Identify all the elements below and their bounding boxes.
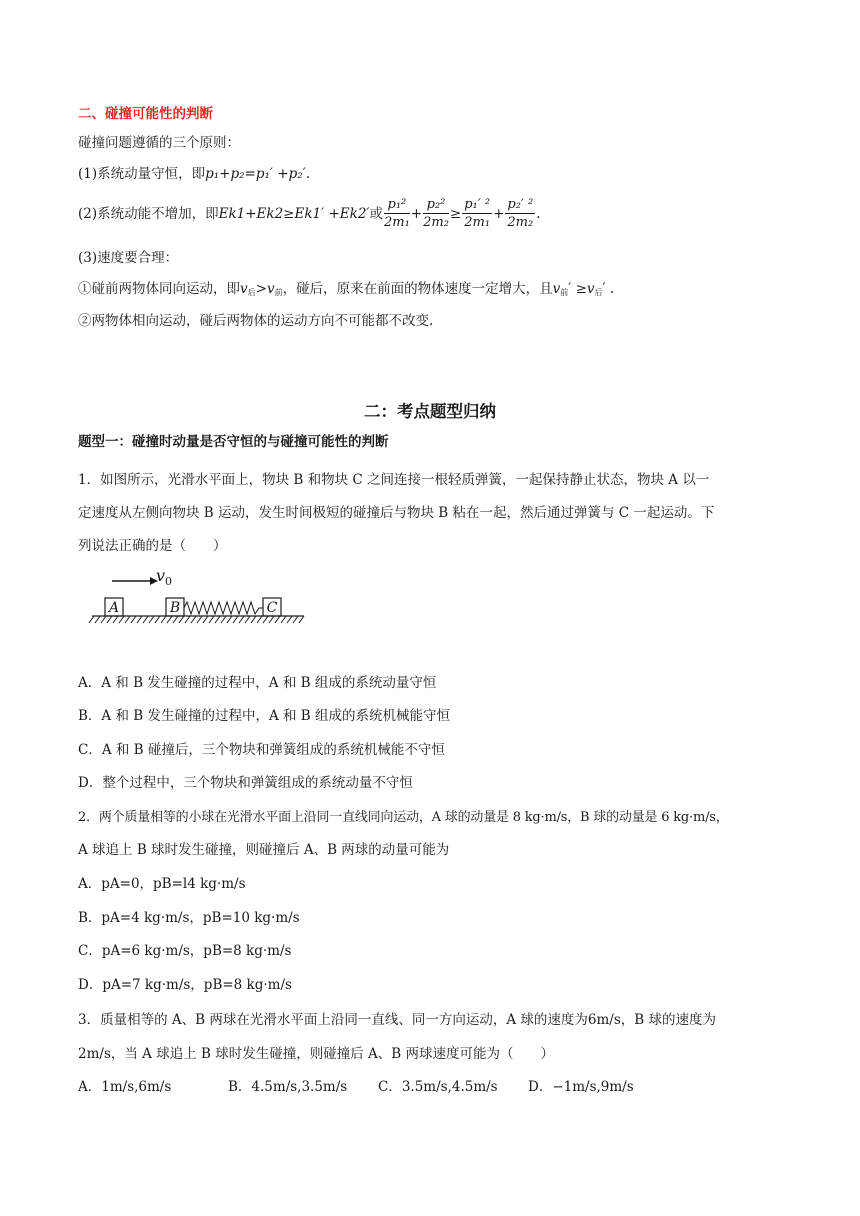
block-a-label: A [108,600,120,616]
rule-1-prefix: (1)系统动量守恒，即 [78,166,206,182]
q2-option-d: D．pA=7 kg·m/s，pB=8 kg·m/s [78,977,292,993]
rule-3a: ①碰前两物体同向运动，即v后>v前，碰后，原来在前面的物体速度一定增大，且v前′ ≥v后′ . [78,281,615,297]
collision-figure [88,564,310,632]
q2-option-b: B．pA=4 kg·m/s，pB=10 kg·m/s [78,910,300,926]
q2-option-a: A．pA=0，pB=l4 kg·m/s [78,876,246,892]
q2-line-1: 2．两个质量相等的小球在光滑水平面上沿同一直线同向运动，A 球的动量是 8 kg·m/s，B 球的动量是 6 kg·m/s， [78,810,729,825]
q3-option-c: C．3.5m/s,4.5m/s [378,1079,498,1095]
q1-line-1: 1．如图所示，光滑水平面上，物块 B 和物块 C 之间连接一根轻质弹簧，一起保持静止状态，物块 A 以一 [78,472,710,488]
q1-option-a: A．A 和 B 发生碰撞的过程中，A 和 B 组成的系统动量守恒 [78,675,437,691]
section-title: 二、碰撞可能性的判断 [78,106,213,122]
rule-1-formula: p₁+p₂=p₁′ +p₂′ [205,166,306,182]
q3-option-d: D．−1m/s,9m/s [528,1079,634,1095]
q1-line-3: 列说法正确的是（ ） [78,538,227,554]
ground-hatching [89,616,304,623]
rule-2-energy: Ek1+Ek2≥Ek1′ +Ek2′ [218,206,370,222]
principles-intro: 碰撞问题遵循的三个原则： [78,135,240,151]
block-c-label: C [266,600,278,616]
rule-2-prefix: (2)系统动能不增加，即 [78,206,219,222]
rule-3: (3)速度要合理： [78,250,179,266]
rule-3a-text-1: ①碰前两物体同向运动，即 [78,281,240,297]
spring [184,602,263,614]
q1-line-2: 定速度从左侧向物块 B 运动，发生时间极短的碰撞后与物块 B 粘在一起，然后通过弹簧与 C 一起运动。下 [78,505,715,521]
v0-label: $v_0$ [156,566,173,588]
rule-1: (1)系统动量守恒，即p₁+p₂=p₁′ +p₂′. [78,166,310,182]
q1-option-c: C．A 和 B 碰撞后，三个物块和弹簧组成的系统机械能不守恒 [78,742,445,758]
fraction-2: $\frac{\text{p₂²}}{\text{2m₂}}$ [423,197,449,230]
rule-3a-text-2: ，碰后，原来在前面的物体速度一定增大，且 [282,281,553,297]
q1-option-b: B．A 和 B 发生碰撞的过程中，A 和 B 组成的系统机械能守恒 [78,708,451,724]
fraction-3: $\frac{\text{p₁′ ²}}{\text{2m₁}}$ [464,197,491,230]
q3-option-a: A．1m/s,6m/s [78,1079,172,1095]
block-b-label: B [169,600,181,616]
q3-line-2: 2m/s，当 A 球追上 B 球时发生碰撞，则碰撞后 A、B 两球速度可能为（ ） [78,1046,554,1062]
rule-3b: ②两物体相向运动，碰后两物体的运动方向不可能都不改变. [78,313,434,329]
q1-option-d: D．整个过程中，三个物块和弹簧组成的系统动量不守恒 [78,775,413,791]
q2-option-c: C．pA=6 kg·m/s，pB=8 kg·m/s [78,943,292,959]
q3-line-1: 3．质量相等的 A、B 两球在光滑水平面上沿同一直线、同一方向运动，A 球的速度为6m/s，B 球的速度为 [78,1012,716,1028]
fraction-1: $\frac{\text{p₁²}}{\text{2m₁}}$ [383,197,410,230]
page-heading: 二：考点题型归纳 [364,402,496,421]
rule-2-or: 或 [369,206,383,222]
rule-2: (2)系统动能不增加，即Ek1+Ek2≥Ek1′ +Ek2′或 $\frac{\text{p₁²}}{\text{2m₁}}$ + $\frac{\text{p₂²}}{\text{2m₂}}$ ≥ $\frac{\text{p₁′ ²}}{\text{2m₁}}$ + $\frac{\text{p₂′ ²}}{\text{2m₂}}$ . [78,197,541,230]
type-1-title: 题型一：碰撞时动量是否守恒的与碰撞可能性的判断 [78,434,389,450]
q3-option-b: B．4.5m/s,3.5m/s [228,1079,348,1095]
fraction-4: $\frac{\text{p₂′ ²}}{\text{2m₂}}$ [507,197,534,230]
q2-line-2: A 球追上 B 球时发生碰撞，则碰撞后 A、B 两球的动量可能为 [78,842,450,858]
